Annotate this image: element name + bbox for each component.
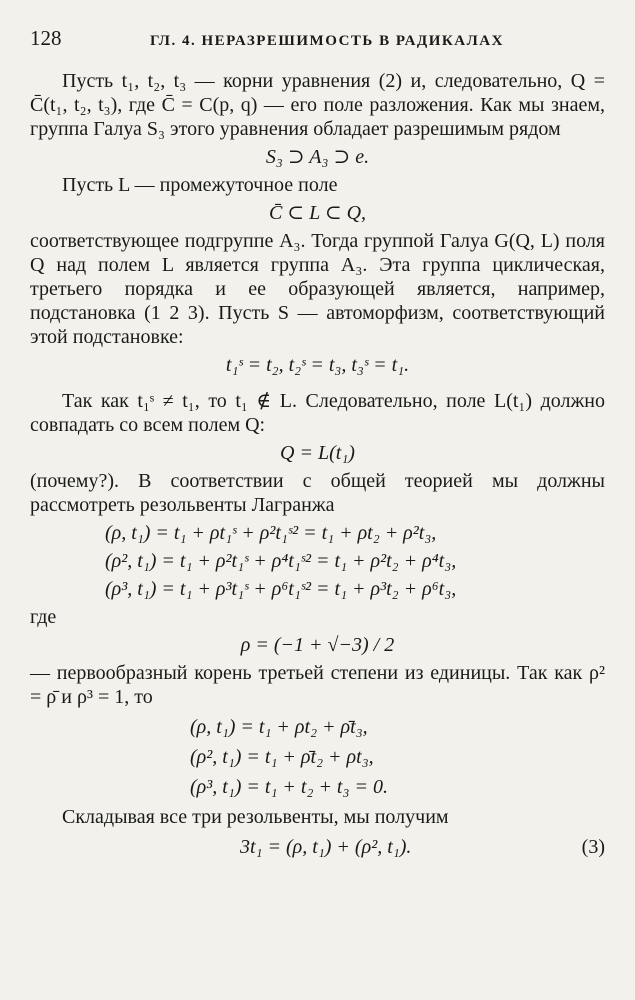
lagrange-line-1: (ρ, t₁) = t₁ + ρt₁ˢ + ρ²t₁ˢ² = t₁ + ρt₂ + ρ²t₃, bbox=[105, 522, 437, 545]
paragraph-4: Так как t₁ˢ ≠ t₁, то t₁ ∉ L. Следовательно, поле L(t₁) должно совпадать со всем полем Q: bbox=[30, 390, 605, 437]
page-number: 128 bbox=[30, 26, 62, 50]
equation-final: 3t₁ = (ρ, t₁) + (ρ², t₁). bbox=[240, 836, 412, 859]
paragraph-6: — первообразный корень третьей степени из единицы. Так как ρ² = ρ̄ и ρ³ = 1, то bbox=[30, 662, 605, 709]
lagrange-resolvents bbox=[105, 521, 605, 601]
paragraph-1: Пусть t₁, t₂, t₃ — корни уравнения (2) и, следовательно, Q = C̄(t₁, t₂, t₃), где C̄ = C(p, q) — его поле разложения. Как мы знаем, группа Галуа S₃ этого уравнения обладает разрешимым рядом bbox=[30, 70, 605, 141]
page-header bbox=[30, 26, 605, 51]
where-label: где bbox=[30, 606, 57, 629]
simplified-resolvents bbox=[190, 715, 605, 799]
equation-intermediate-field: C̄ ⊂ L ⊂ Q, bbox=[268, 202, 367, 225]
equation-rho: ρ = (−1 + √−3) / 2 bbox=[240, 634, 395, 657]
running-head: ГЛ. 4. НЕРАЗРЕШИМОСТЬ В РАДИКАЛАХ bbox=[150, 33, 504, 49]
resolvent-line-1: (ρ, t₁) = t₁ + ρt₂ + ρ̄t₃, bbox=[190, 716, 368, 739]
equation-automorphism: t₁ˢ = t₂, t₂ˢ = t₃, t₃ˢ = t₁. bbox=[225, 354, 410, 377]
equation-number: (3) bbox=[581, 836, 605, 859]
resolvent-line-3: (ρ³, t₁) = t₁ + t₂ + t₃ = 0. bbox=[190, 776, 388, 799]
final-equation-row bbox=[30, 835, 605, 859]
paragraph-3: соответствующее подгруппе A₃. Тогда группой Галуа G(Q, L) поля Q над полем L является группа A₃. Эта группа циклическая, третьего порядка и ее образующей является, например, подстановка (1 2 3). Пусть S — автоморфизм, соответствующий этой подстановке: bbox=[30, 230, 605, 349]
lagrange-line-3: (ρ³, t₁) = t₁ + ρ³t₁ˢ + ρ⁶t₁ˢ² = t₁ + ρ³t₂ + ρ⁶t₃, bbox=[105, 578, 457, 601]
equation-q-equals-lt1: Q = L(t₁) bbox=[280, 442, 355, 465]
equation-solvable-series: S₃ ⊃ A₃ ⊃ e. bbox=[265, 146, 370, 169]
paragraph-7: Складывая все три резольвенты, мы получим bbox=[62, 806, 449, 829]
book-page bbox=[30, 26, 605, 859]
paragraph-2: Пусть L — промежуточное поле bbox=[62, 174, 338, 197]
resolvent-line-2: (ρ², t₁) = t₁ + ρ̄t₂ + ρt₃, bbox=[190, 746, 374, 769]
lagrange-line-2: (ρ², t₁) = t₁ + ρ²t₁ˢ + ρ⁴t₁ˢ² = t₁ + ρ²t₂ + ρ⁴t₃, bbox=[105, 550, 457, 573]
paragraph-5: (почему?). В соответствии с общей теорией мы должны рассмотреть резольвенты Лагранжа bbox=[30, 470, 605, 517]
